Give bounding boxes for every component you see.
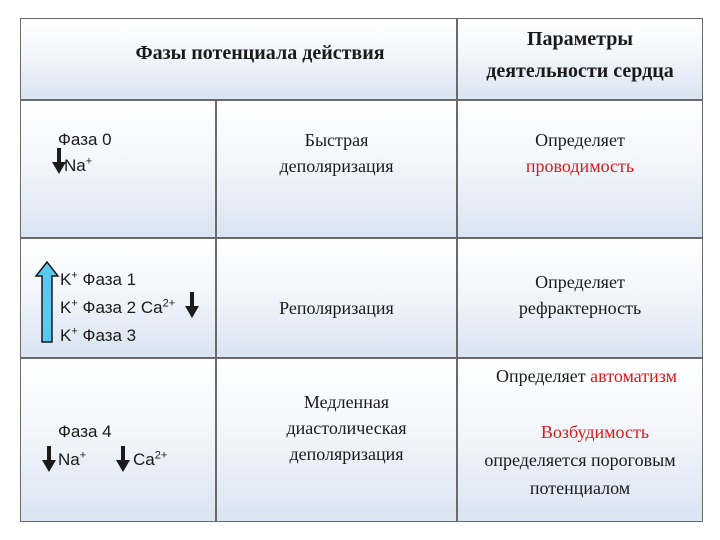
row2-process-line2: диастолическая xyxy=(286,418,407,438)
row1-line-phase1: K+ Фаза 1 xyxy=(60,269,137,289)
row2-excitability-word: Возбудимость xyxy=(540,422,650,442)
row2-excitability-line2: определяется пороговым xyxy=(484,450,676,470)
row0-param-line1: Определяет xyxy=(535,130,625,150)
row2-automatism-word: автоматизм xyxy=(590,366,678,386)
row1-process: Реполяризация xyxy=(279,298,394,318)
up-arrow-icon xyxy=(36,262,58,342)
row0-ion: Na+ xyxy=(64,155,93,175)
row2-process-line3: деполяризация xyxy=(289,444,404,464)
row2-phase-cell xyxy=(20,358,216,522)
header-phases-title: Фазы потенциала действия xyxy=(135,42,385,64)
row2-process-cell xyxy=(216,358,457,522)
header-params-title-line1: Параметры xyxy=(527,28,633,50)
row0-param-conductivity: проводимость xyxy=(525,156,635,176)
row0-process-line2: деполяризация xyxy=(279,156,394,176)
row2-ion-na: Na+ xyxy=(58,449,87,469)
row2-excitability-line3: потенциалом xyxy=(529,478,631,498)
down-arrow-icon xyxy=(116,446,130,472)
row1-param-line1: Определяет xyxy=(535,272,625,292)
row0-phase-cell xyxy=(20,100,216,238)
row1-line-phase2: K+ Фаза 2 $Ca^{2+}$ xyxy=(60,297,176,317)
row2-phase-label: Фаза 4 xyxy=(58,422,112,441)
down-arrow-icon xyxy=(185,292,199,318)
row2-ion-ca: $Ca^{2+}$ xyxy=(133,449,168,469)
row0-phase-label: Фаза 0 xyxy=(58,130,112,149)
header-params-title-line2: деятельности сердца xyxy=(486,60,674,82)
row2-automatism-line: Определяет автоматизм xyxy=(496,366,678,386)
row1-line-phase3: K+ Фаза 3 xyxy=(60,325,137,345)
row0-process-line1: Быстрая xyxy=(304,130,369,150)
row1-param-line2: рефрактерность xyxy=(518,298,642,318)
row2-process-line1: Медленная xyxy=(303,392,390,412)
down-arrow-icon xyxy=(42,446,56,472)
